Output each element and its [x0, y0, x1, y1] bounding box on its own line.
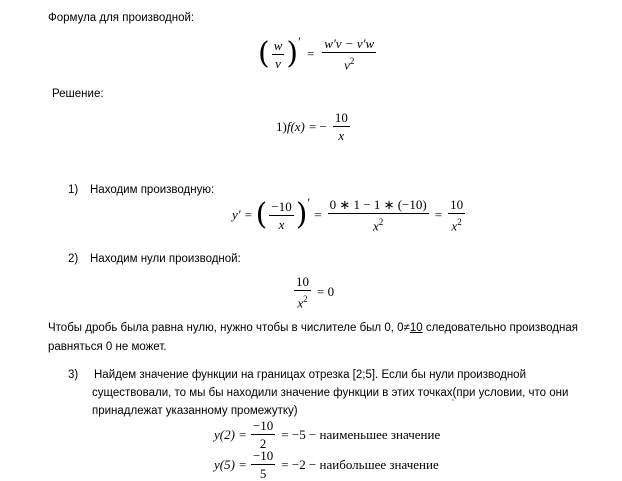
numerator: 10 — [334, 110, 348, 125]
den-exponent: 2 — [457, 217, 462, 227]
numerator: −10 — [252, 418, 274, 433]
paren-open: ( — [255, 197, 268, 233]
den-exponent: 2 — [349, 56, 355, 66]
step-3-line-2 — [92, 387, 568, 399]
denominator: x — [278, 216, 285, 232]
step-text: Найдем значение функции на границах отрезка [2;5]. Если бы нули производной — [94, 369, 527, 381]
paren-close: ) — [286, 36, 299, 72]
solution-label: Решение: — [52, 88, 104, 100]
text: существовали, то мы бы находили значение функции в этих точках — [92, 387, 453, 399]
numerator: −10 — [252, 448, 274, 463]
denominator — [295, 291, 309, 310]
numerator: −10 — [271, 198, 292, 214]
step-number: 2) — [68, 253, 79, 265]
equals-sign: = — [434, 207, 443, 223]
function-formula — [276, 110, 352, 143]
den-base: x — [451, 218, 458, 234]
prime-mark: ′ — [307, 195, 311, 210]
paren-close: ) — [295, 197, 308, 233]
y2-rhs: = −5 − наименьшее значение — [281, 426, 441, 442]
zero-formula — [292, 274, 334, 310]
wavy-text: ( — [452, 387, 457, 399]
derivative-formula — [232, 197, 467, 233]
numerator: 10 — [296, 274, 309, 289]
denominator: v — [275, 55, 281, 71]
y2-formula — [214, 418, 440, 451]
den-base: x — [297, 295, 304, 311]
den-base: v — [344, 57, 350, 73]
y5-formula — [214, 448, 439, 481]
den-exponent: 2 — [378, 217, 384, 227]
quotient-fraction — [322, 36, 376, 72]
result-fraction — [448, 197, 465, 233]
function-number: 1) — [276, 118, 287, 134]
denominator — [449, 214, 463, 233]
step-3-line-1 — [68, 369, 526, 381]
inner-fraction — [269, 199, 293, 232]
text: следовательно производная — [422, 322, 578, 334]
step-2 — [68, 253, 241, 265]
derivative-lhs: y′ = — [232, 207, 253, 223]
den-base: x — [373, 218, 379, 234]
denominator: 5 — [259, 466, 267, 481]
paren-open: ( — [258, 36, 270, 72]
y5-fraction — [251, 448, 275, 481]
numerator: w — [273, 37, 283, 53]
step-3-line-3: принадлежат указанному промежутку) — [92, 405, 298, 417]
y2-fraction — [251, 418, 275, 451]
y5-rhs: = −2 − наибольшее значение — [281, 456, 439, 472]
prime-mark: ′ — [298, 34, 301, 49]
text: при условии, что они — [456, 387, 569, 399]
step-number: 1) — [68, 184, 79, 196]
zero-fraction — [294, 274, 311, 310]
equals-sign: = — [306, 46, 315, 62]
step-1 — [68, 184, 214, 196]
quotient-rule-formula — [258, 36, 378, 72]
den-exponent: 2 — [303, 294, 308, 304]
explanation-line-1 — [48, 322, 578, 334]
numerator: 10 — [450, 197, 464, 212]
y5-lhs: y(5) = — [214, 456, 247, 472]
function-name: f(x) — [286, 118, 305, 134]
denominator: 2 — [259, 436, 267, 451]
formula-heading: Формула для производной: — [48, 12, 195, 24]
function-fraction — [333, 110, 350, 143]
step-text: Находим производную: — [90, 184, 215, 196]
expanded-fraction — [328, 197, 429, 233]
numerator: w′v − v′w — [324, 36, 375, 51]
denominator — [342, 53, 356, 72]
denominator: x — [338, 128, 345, 143]
equals-sign: = — [314, 207, 322, 223]
explanation-line-2: равняться 0 не может. — [48, 341, 167, 353]
w-over-v-fraction — [272, 38, 285, 71]
underlined-text: 10 — [409, 322, 423, 334]
denominator — [371, 214, 385, 233]
equals-minus: = − — [308, 118, 327, 134]
step-text: Находим нули производной: — [90, 253, 241, 265]
y2-lhs: y(2) = — [214, 426, 247, 442]
step-number: 3) — [68, 369, 79, 381]
zero-rhs: = 0 — [317, 284, 335, 300]
numerator: 0 ∗ 1 − 1 ∗ (−10) — [329, 197, 427, 212]
text: Чтобы дробь была равна нулю, нужно чтобы в числителе был 0, 0≠ — [48, 322, 410, 334]
